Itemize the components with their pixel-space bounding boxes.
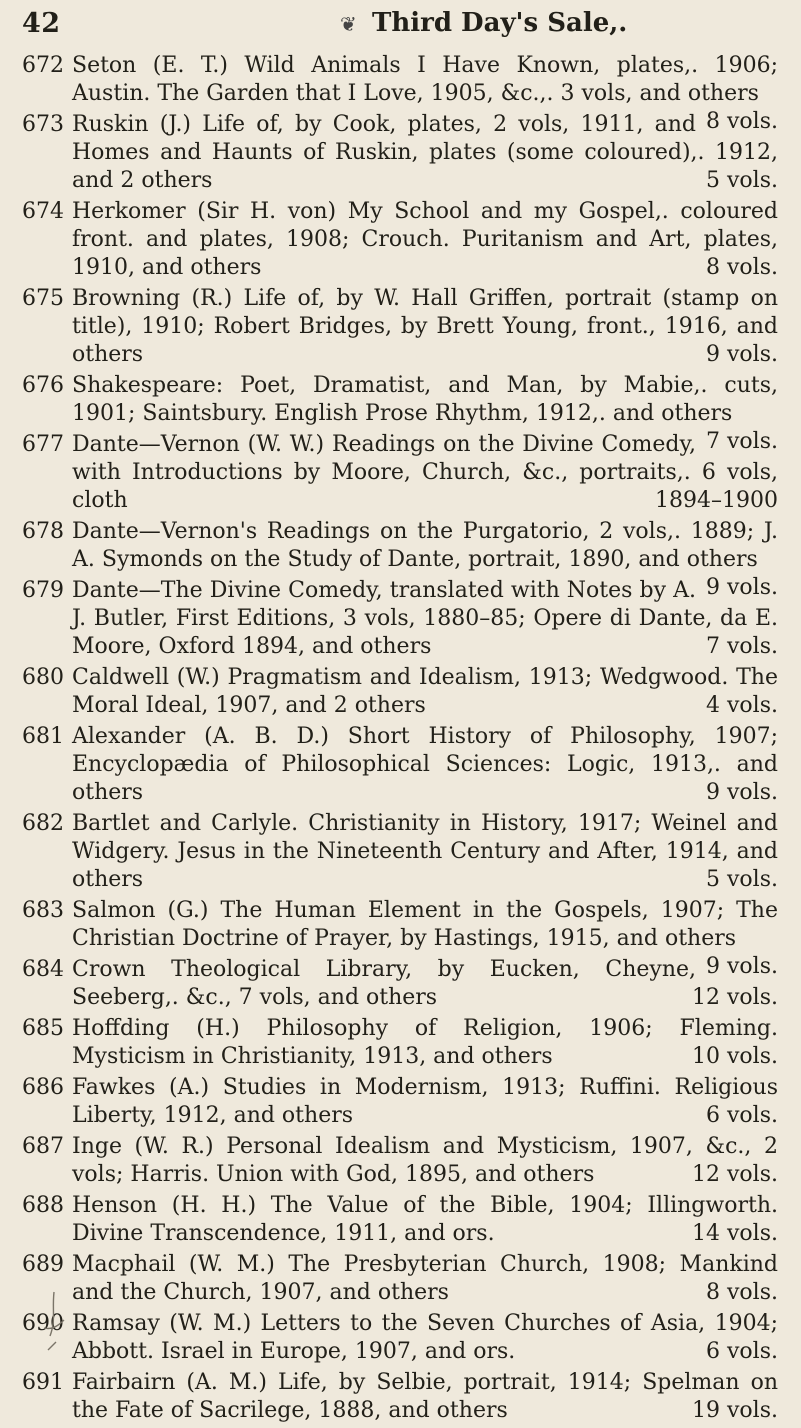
lot-volume-count: 9 vols. <box>706 575 778 600</box>
lot-volume-count: 9 vols. <box>706 954 778 979</box>
lot-description <box>72 285 778 369</box>
lot-number: 682 <box>22 811 64 836</box>
lot-volume-count: 14 vols. <box>692 1221 778 1246</box>
lot-text: Fairbairn (A. M.) Life, by Selbie, portrait, 1914; Spelman on the Fate of Sacrilege, 1888, and others <box>72 1370 778 1423</box>
lot-text: Dante—Vernon's Readings on the Purgatorio, 2 vols,. 1889; J. A. Symonds on the Study of Dante, portrait, 1890, and others <box>72 519 778 572</box>
lot-number: 686 <box>22 1075 64 1100</box>
lot-description <box>72 111 778 195</box>
lot-entry <box>0 111 801 195</box>
lot-entry <box>0 1369 801 1425</box>
lot-volume-count: 6 vols. <box>706 1339 778 1364</box>
lot-text: Seton (E. T.) Wild Animals I Have Known, plates,. 1906; Austin. The Garden that I Love, 1905, &c.,. 3 vols, and others <box>72 53 778 106</box>
lot-text: Herkomer (Sir H. von) My School and my Gospel,. coloured front. and plates, 1908; Crouch. Puritanism and Art, plates, 1910, and others <box>72 199 778 280</box>
lot-entry <box>0 1310 801 1366</box>
lot-description <box>72 518 778 600</box>
lot-number: 688 <box>22 1193 64 1218</box>
lot-entry <box>0 198 801 282</box>
lot-volume-count: 8 vols. <box>706 109 778 134</box>
lot-volume-count: 10 vols. <box>692 1044 778 1069</box>
lot-text: Browning (R.) Life of, by W. Hall Griffen, portrait (stamp on title), 1910; Robert Bridges, by Brett Young, front., 1916, and others <box>72 286 778 367</box>
lot-number: 676 <box>22 373 64 398</box>
lot-entry <box>0 810 801 894</box>
lot-volume-count: 7 vols. <box>706 429 778 454</box>
lot-volume-count: 1894–1900 <box>655 488 778 513</box>
lot-number: 690 <box>22 1311 64 1336</box>
lot-volume-count: 12 vols. <box>692 1162 778 1187</box>
page-number: 42 <box>22 8 61 39</box>
lot-number: 691 <box>22 1370 64 1395</box>
lot-entry <box>0 664 801 720</box>
lot-description <box>72 1074 778 1130</box>
lot-volume-count: 7 vols. <box>706 634 778 659</box>
lot-text: Caldwell (W.) Pragmatism and Idealism, 1913; Wedgwood. The Moral Ideal, 1907, and 2 others <box>72 665 778 718</box>
lot-description <box>72 1251 778 1307</box>
lot-volume-count: 8 vols. <box>706 1280 778 1305</box>
lot-number: 679 <box>22 578 64 603</box>
lot-entry <box>0 1251 801 1307</box>
lot-text: Fawkes (A.) Studies in Modernism, 1913; Ruffini. Religious Liberty, 1912, and others <box>72 1075 778 1128</box>
lot-volume-count: 12 vols. <box>692 985 778 1010</box>
lot-entry <box>0 1192 801 1248</box>
lot-entry <box>0 956 801 1012</box>
lot-number: 672 <box>22 53 64 78</box>
lot-description <box>72 577 778 661</box>
lot-number: 673 <box>22 112 64 137</box>
page-header <box>22 8 782 48</box>
lot-number: 675 <box>22 286 64 311</box>
lot-description <box>72 52 778 134</box>
lot-description <box>72 897 778 979</box>
lot-text: Ruskin (J.) Life of, by Cook, plates, 2 vols, 1911, and Homes and Haunts of Ruskin, plates (some coloured),. 1912, and 2 others <box>72 112 778 193</box>
lot-description <box>72 1015 778 1071</box>
lot-description <box>72 431 778 515</box>
lot-volume-count: 6 vols. <box>706 1103 778 1128</box>
lot-text: Salmon (G.) The Human Element in the Gospels, 1907; The Christian Doctrine of Prayer, by Hastings, 1915, and others <box>72 898 778 951</box>
lot-number: 678 <box>22 519 64 544</box>
lot-entry <box>0 1074 801 1130</box>
lot-text: Shakespeare: Poet, Dramatist, and Man, by Mabie,. cuts, 1901; Saintsbury. English Prose Rhythm, 1912,. and others <box>72 373 778 426</box>
lot-description <box>72 723 778 807</box>
lot-description <box>72 1133 778 1189</box>
running-head: Third Day's Sale,. <box>372 8 628 38</box>
lot-number: 687 <box>22 1134 64 1159</box>
lot-description <box>72 198 778 282</box>
lot-entry <box>0 431 801 515</box>
lot-text: Dante—The Divine Comedy, translated with Notes by A. J. Butler, First Editions, 3 vols, 1880–85; Opere di Dante, da E. Moore, Oxford 1894, and others <box>72 578 778 659</box>
lot-text: Macphail (W. M.) The Presbyterian Church, 1908; Mankind and the Church, 1907, and others <box>72 1252 778 1305</box>
lot-number: 684 <box>22 957 64 982</box>
lot-number: 677 <box>22 432 64 457</box>
lot-number: 674 <box>22 199 64 224</box>
pencil-mark-icon <box>34 1290 74 1356</box>
lot-text: Bartlet and Carlyle. Christianity in History, 1917; Weinel and Widgery. Jesus in the Nineteenth Century and After, 1914, and others <box>72 811 778 892</box>
lot-number: 689 <box>22 1252 64 1277</box>
lot-description <box>72 956 778 1012</box>
lot-volume-count: 8 vols. <box>706 255 778 280</box>
lot-entry <box>0 577 801 661</box>
lot-description <box>72 810 778 894</box>
lot-entry <box>0 285 801 369</box>
lot-volume-count: 9 vols. <box>706 780 778 805</box>
lot-description <box>72 1310 778 1366</box>
fleuron-icon: ❦ <box>340 12 357 36</box>
lot-text: Hoffding (H.) Philosophy of Religion, 1906; Fleming. Mysticism in Christianity, 1913, and others <box>72 1016 778 1069</box>
lot-number: 683 <box>22 898 64 923</box>
lot-text: Henson (H. H.) The Value of the Bible, 1904; Illingworth. Divine Transcendence, 1911, and ors. <box>72 1193 778 1246</box>
lot-number: 681 <box>22 724 64 749</box>
lot-volume-count: 19 vols. <box>692 1398 778 1423</box>
lot-entry <box>0 1015 801 1071</box>
lot-volume-count: 9 vols. <box>706 342 778 367</box>
lot-text: Dante—Vernon (W. W.) Readings on the Divine Comedy, with Introductions by Moore, Church, &c., portraits,. 6 vols, cloth <box>72 432 778 513</box>
lot-entry <box>0 723 801 807</box>
lot-volume-count: 4 vols. <box>706 693 778 718</box>
lot-volume-count: 5 vols. <box>706 168 778 193</box>
lot-description <box>72 664 778 720</box>
lot-volume-count: 5 vols. <box>706 867 778 892</box>
lot-text: Ramsay (W. M.) Letters to the Seven Churches of Asia, 1904; Abbott. Israel in Europe, 1907, and ors. <box>72 1311 778 1364</box>
lot-list <box>0 52 801 1428</box>
lot-text: Crown Theological Library, by Eucken, Cheyne, Seeberg,. &c., 7 vols, and others <box>72 957 697 1010</box>
lot-number: 680 <box>22 665 64 690</box>
lot-text: Inge (W. R.) Personal Idealism and Mysticism, 1907, &c., 2 vols; Harris. Union with God, 1895, and others <box>72 1134 778 1187</box>
lot-number: 685 <box>22 1016 64 1041</box>
lot-entry <box>0 1133 801 1189</box>
lot-description <box>72 1192 778 1248</box>
lot-description <box>72 1369 778 1425</box>
lot-text: Alexander (A. B. D.) Short History of Philosophy, 1907; Encyclopædia of Philosophical Sciences: Logic, 1913,. and others <box>72 724 778 805</box>
lot-description <box>72 372 778 454</box>
